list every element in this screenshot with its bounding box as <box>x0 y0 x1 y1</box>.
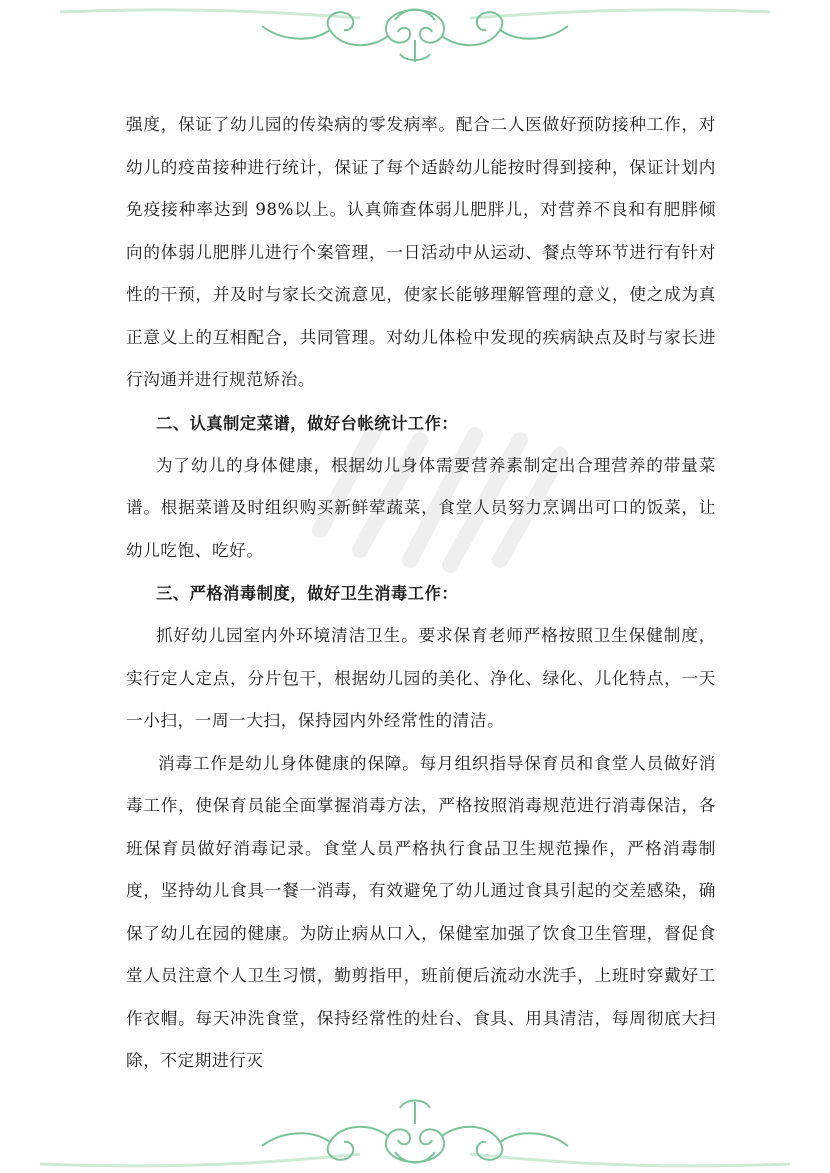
paragraph-2: 为了幼儿的身体健康，根据幼儿身体需要营养素制定出合理营养的带量菜谱。根据菜谱及时组织购买新鲜荤蔬菜，食堂人员努力烹调出可口的饭菜，让幼儿吃饱、吃好。 <box>126 455 716 560</box>
section-heading-2: 二、认真制定菜谱，做好台帐统计工作： <box>156 413 459 433</box>
paragraph-3: 抓好幼儿园室内外环境清洁卫生。要求保育老师严格按照卫生保健制度，实行定人定点，分片包干，根据幼儿园的美化、净化、绿化、儿化特点，一天一小扫，一周一大扫，保持园内外经常性的清洁。 <box>126 626 716 730</box>
top-ornament <box>0 0 830 70</box>
document-body <box>126 104 716 1083</box>
bottom-ornament <box>0 1090 830 1173</box>
section-heading-3: 三、严格消毒制度，做好卫生消毒工作： <box>156 584 459 603</box>
paragraph-4: 消毒工作是幼儿身体健康的保障。每月组织指导保育员和食堂人员做好消毒工作，使保育员能全面掌握消毒方法，严格按照消毒规范进行消毒保洁，各班保育员做好消毒记录。食堂人员严格执行食品卫生规范操作，严格消毒制度，坚持幼儿食具一餐一消毒，有效避免了幼儿通过食具引起的交差感染，确保了幼儿在园的健康。为防止病从口入，保健室加强了饮食卫生管理，督促食堂人员注意个人卫生习惯，勤剪指甲，班前便后流动水洗手，上班时穿戴好工作衣帽。每天冲洗食堂，保持经常性的灶台、食具、用具清洁，每周彻底大扫除，不定期进行灭 <box>126 753 716 1070</box>
paragraph-1: 强度，保证了幼儿园的传染病的零发病率。配合二人医做好预防接种工作，对幼儿的疫苗接种进行统计，保证了每个适龄幼儿能按时得到接种，保证计划内免疫接种率达到 98%以上。认真筛查体弱儿肥胖儿，对营养不良和有肥胖倾向的体弱儿肥胖儿进行个案管理，一日活动中从运动、餐点等环节进行有针对性的干预，并及时与家长交流意见，使家长能够理解管理的意义，使之成为真正意义上的互相配合，共同管理。对幼儿体检中发现的疾病缺点及时与家长进行沟通并进行规范矫治。 <box>126 115 716 389</box>
